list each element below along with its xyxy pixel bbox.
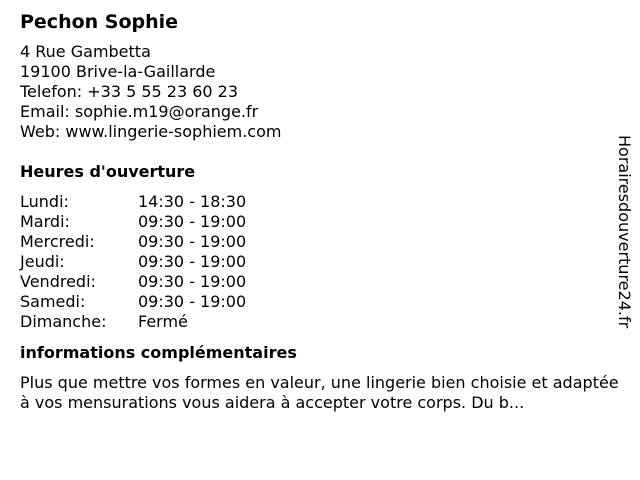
phone-number[interactable]: Telefon: +33 5 55 23 60 23 [20, 82, 239, 101]
website-link[interactable]: Web: www.lingerie-sophiem.com [20, 122, 282, 141]
time-value: 14:30 - 18:30 [138, 192, 247, 211]
hours-row-wednesday [20, 232, 620, 252]
hours-row-saturday [20, 292, 620, 312]
day-label: Lundi: [20, 192, 69, 211]
day-label: Dimanche: [20, 312, 107, 331]
email-address[interactable]: Email: sophie.m19@orange.fr [20, 102, 259, 121]
business-name: Pechon Sophie [20, 11, 179, 33]
time-value: 09:30 - 19:00 [138, 252, 247, 271]
day-label: Vendredi: [20, 272, 96, 291]
additional-info-text: Plus que mettre vos formes en valeur, une lingerie bien choisie et adaptée à vos mensurations vous aidera à accepter votre corps. Du b... [20, 373, 619, 412]
business-card [20, 10, 620, 413]
time-value: 09:30 - 19:00 [138, 292, 247, 311]
opening-hours-title: Heures d'ouverture [20, 162, 196, 181]
time-value: 09:30 - 19:00 [138, 232, 247, 251]
additional-info-title: informations complémentaires [20, 343, 297, 362]
site-watermark: Horairesdouverture24.fr [615, 135, 634, 329]
opening-hours-table [20, 192, 620, 332]
day-label: Mercredi: [20, 232, 95, 251]
hours-row-thursday [20, 252, 620, 272]
day-label: Mardi: [20, 212, 70, 231]
time-value: Fermé [138, 312, 188, 331]
day-label: Samedi: [20, 292, 86, 311]
watermark-container [612, 135, 634, 345]
day-label: Jeudi: [20, 252, 65, 271]
city-address: 19100 Brive-la-Gaillarde [20, 62, 216, 81]
time-value: 09:30 - 19:00 [138, 212, 247, 231]
hours-row-sunday [20, 312, 620, 332]
hours-row-monday [20, 192, 620, 212]
contact-details [20, 42, 620, 142]
street-address: 4 Rue Gambetta [20, 42, 151, 61]
time-value: 09:30 - 19:00 [138, 272, 247, 291]
hours-row-tuesday [20, 212, 620, 232]
hours-row-friday [20, 272, 620, 292]
